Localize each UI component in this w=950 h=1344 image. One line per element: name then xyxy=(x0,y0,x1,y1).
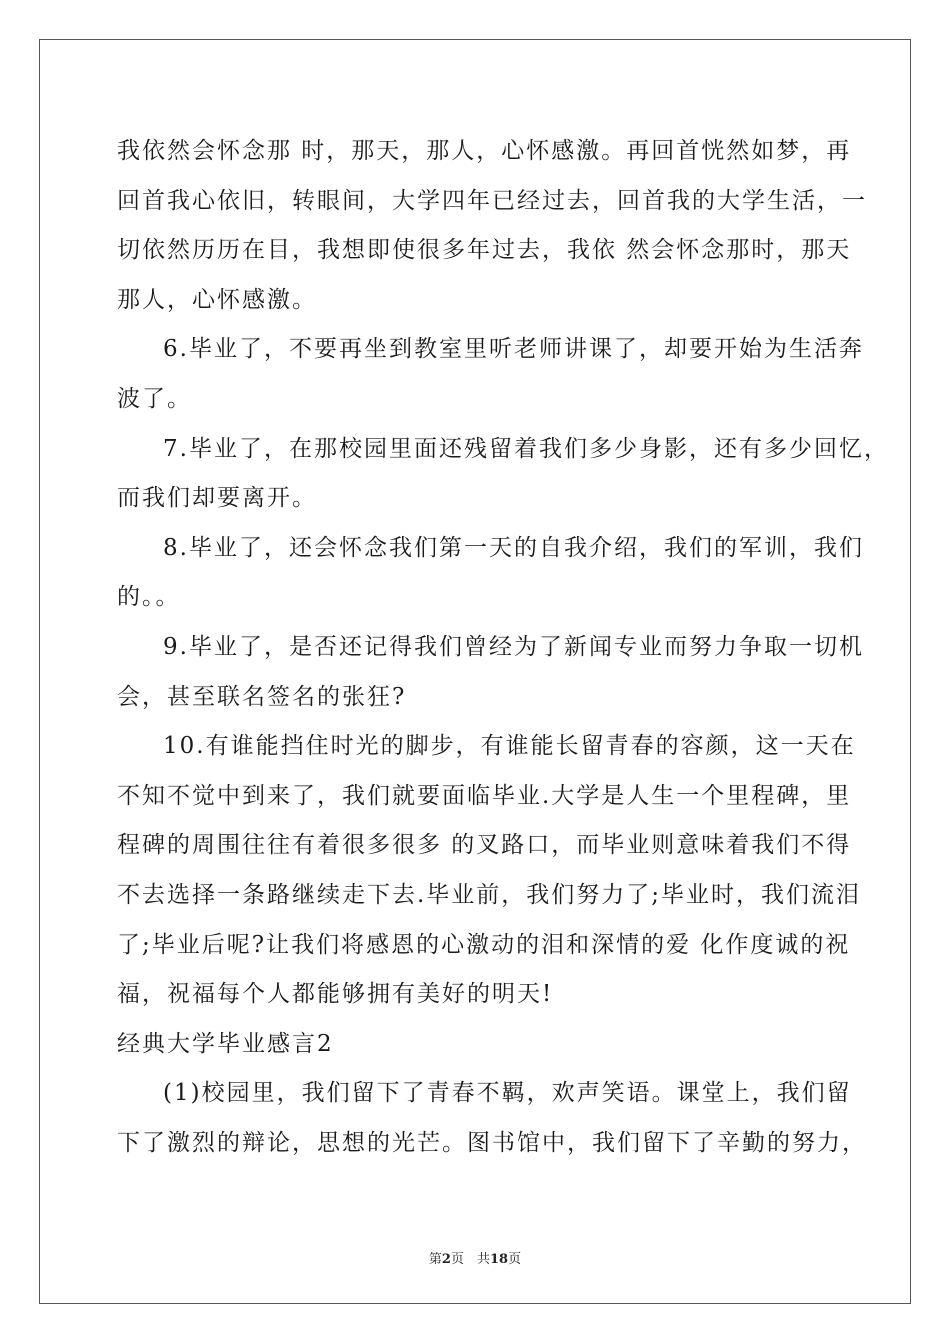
text-line: 不去选择一条路继续走下去.毕业前，我们努力了;毕业时，我们流泪 xyxy=(117,881,862,908)
text-line: 那人，心怀感激。 xyxy=(117,286,317,313)
text-line: 了;毕业后呢?让我们将感恩的心激动的泪和深情的爱 化作度诚的祝 xyxy=(117,931,851,958)
current-page-number: 2 xyxy=(441,1252,451,1267)
text-line: 8.毕业了，还会怀念我们第一天的自我介绍，我们的军训，我们 xyxy=(163,534,864,561)
page-footer xyxy=(0,1248,950,1267)
total-page-number: 18 xyxy=(489,1252,509,1267)
footer-mid: 页 共 xyxy=(450,1252,490,1267)
text-line: 我依然会怀念那 时，那天，那人，心怀感激。再回首恍然如梦，再 xyxy=(117,138,852,164)
text-line: 9.毕业了，是否还记得我们曾经为了新闻专业而努力争取一切机 xyxy=(163,633,864,660)
text-line: 福，祝福每个人都能够拥有美好的明天! xyxy=(117,981,554,1008)
footer-suffix: 页 xyxy=(508,1252,522,1267)
text-line: (1)校园里，我们留下了青春不羁，欢声笑语。课堂上，我们留 xyxy=(163,1080,852,1107)
section-heading: 经典大学毕业感言2 xyxy=(117,1030,334,1057)
text-line: 切依然历历在目，我想即使很多年过去，我依 然会怀念那时，那天 xyxy=(117,237,852,264)
text-line: 10.有谁能挡住时光的脚步，有谁能长留青春的容颜，这一天在 xyxy=(163,733,856,760)
text-line: 程碑的周围往往有着很多很多 的叉路口，而毕业则意味着我们不得 xyxy=(117,832,852,859)
text-line: 波了。 xyxy=(117,385,192,412)
text-line: 的。。 xyxy=(117,584,181,611)
text-line: 6.毕业了，不要再坐到教室里听老师讲课了，却要开始为生活奔 xyxy=(163,336,864,363)
document-body xyxy=(117,127,889,1168)
text-line: 7.毕业了，在那校园里面还残留着我们多少身影，还有多少回忆， xyxy=(163,435,889,462)
text-line: 会，甚至联名签名的张狂? xyxy=(117,683,407,710)
text-line: 不知不觉中到来了，我们就要面临毕业.大学是人生一个里程碑，里 xyxy=(117,782,852,809)
text-line: 回首我心依旧，转眼间，大学四年已经过去，回首我的大学生活，一 xyxy=(117,187,867,214)
text-line: 下了激烈的辩论，思想的光芒。图书馆中，我们留下了辛勤的努力， xyxy=(117,1129,867,1156)
text-line: 而我们却要离开。 xyxy=(117,485,317,512)
footer-prefix: 第 xyxy=(428,1252,442,1267)
